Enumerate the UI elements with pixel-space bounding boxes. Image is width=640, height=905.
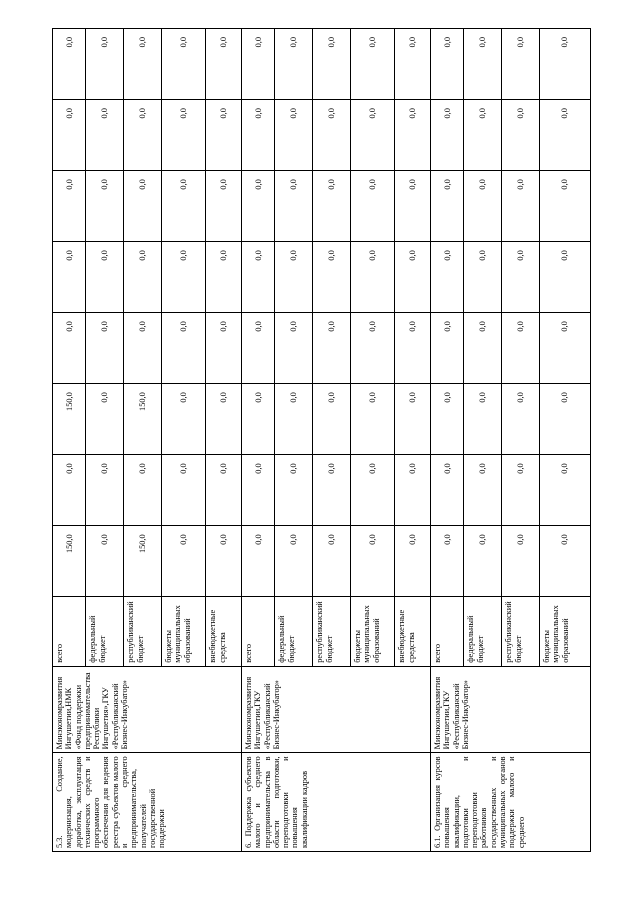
amount-cell: 0,0 [540, 171, 591, 242]
responsible-executor: Минэкономразвития Ингушетии,ГКУ «Республиканский Бизнес-Инкубатор» [242, 666, 431, 753]
funding-source: всего [431, 597, 464, 666]
amount-cell: 0,0 [86, 242, 124, 313]
activity-title: 6.1. Организация курсов повышения квалификации, подготовки и переподготовки работников государственных и муниципальных органов поддержки малого и среднего [431, 753, 591, 852]
amount-cell: 0,0 [275, 384, 313, 455]
amount-cell: 0,0 [431, 171, 464, 242]
amount-cell: 0,0 [162, 313, 206, 384]
amount-cell: 0,0 [464, 455, 502, 526]
amount-cell: 0,0 [540, 526, 591, 597]
amount-cell: 0,0 [313, 242, 351, 313]
amount-cell: 0,0 [275, 313, 313, 384]
amount-cell: 0,0 [502, 526, 540, 597]
amount-cell: 150,0 [53, 526, 86, 597]
amount-cell: 0,0 [395, 384, 431, 455]
amount-cell: 0,0 [431, 384, 464, 455]
activity-title: 5.3. Создание, модернизация, доработка, эксплуатация технических средств и программного обеспечения для ведения реестра субъектов малого и среднего предпринимательства, получателей государственной поддержки [53, 753, 242, 852]
amount-cell: 0,0 [502, 242, 540, 313]
amount-cell: 0,0 [242, 455, 275, 526]
amount-cell: 0,0 [53, 29, 86, 100]
amount-cell: 0,0 [162, 171, 206, 242]
amount-cell: 0,0 [540, 29, 591, 100]
rotated-page [52, 28, 591, 852]
amount-cell: 0,0 [206, 171, 242, 242]
amount-cell: 0,0 [431, 29, 464, 100]
funding-source: федеральный бюджет [275, 597, 313, 666]
amount-cell: 0,0 [275, 242, 313, 313]
amount-cell: 0,0 [242, 29, 275, 100]
amount-cell: 0,0 [124, 242, 162, 313]
amount-cell: 0,0 [242, 242, 275, 313]
amount-cell: 0,0 [206, 242, 242, 313]
amount-cell: 150,0 [124, 526, 162, 597]
amount-cell: 0,0 [206, 100, 242, 171]
amount-cell: 0,0 [431, 242, 464, 313]
budget-table [52, 28, 591, 852]
amount-cell: 0,0 [206, 526, 242, 597]
table-body [53, 29, 591, 852]
table-row [431, 29, 464, 852]
amount-cell: 0,0 [242, 171, 275, 242]
amount-cell: 0,0 [464, 313, 502, 384]
amount-cell: 0,0 [395, 526, 431, 597]
activity-title: 6. Поддержка субъектов малого и среднего предпринимательства в области подготовки, переподготовки и повышения квалификации кадров [242, 753, 431, 852]
amount-cell: 0,0 [313, 384, 351, 455]
table-row [242, 29, 275, 852]
amount-cell: 0,0 [242, 384, 275, 455]
amount-cell: 0,0 [162, 100, 206, 171]
funding-source: внебюджетные средства [206, 597, 242, 666]
funding-source: республиканский бюджет [124, 597, 162, 666]
amount-cell: 0,0 [395, 313, 431, 384]
funding-source: федеральный бюджет [464, 597, 502, 666]
amount-cell: 0,0 [275, 29, 313, 100]
amount-cell: 0,0 [206, 29, 242, 100]
funding-source: внебюджетные средства [395, 597, 431, 666]
amount-cell: 0,0 [502, 29, 540, 100]
amount-cell: 0,0 [86, 313, 124, 384]
amount-cell: 0,0 [351, 455, 395, 526]
amount-cell: 0,0 [275, 455, 313, 526]
amount-cell: 0,0 [464, 242, 502, 313]
amount-cell: 0,0 [464, 526, 502, 597]
amount-cell: 0,0 [86, 171, 124, 242]
amount-cell: 150,0 [53, 384, 86, 455]
amount-cell: 0,0 [86, 384, 124, 455]
funding-source: бюджеты муниципальных образований [351, 597, 395, 666]
amount-cell: 0,0 [242, 313, 275, 384]
amount-cell: 0,0 [540, 313, 591, 384]
amount-cell: 0,0 [395, 100, 431, 171]
amount-cell: 0,0 [242, 526, 275, 597]
amount-cell: 0,0 [464, 171, 502, 242]
amount-cell: 0,0 [206, 384, 242, 455]
amount-cell: 0,0 [275, 100, 313, 171]
amount-cell: 0,0 [124, 29, 162, 100]
amount-cell: 0,0 [313, 171, 351, 242]
amount-cell: 0,0 [53, 171, 86, 242]
funding-source: бюджеты муниципальных образований [162, 597, 206, 666]
funding-source: федеральный бюджет [86, 597, 124, 666]
amount-cell: 0,0 [313, 100, 351, 171]
amount-cell: 0,0 [431, 100, 464, 171]
amount-cell: 0,0 [124, 313, 162, 384]
amount-cell: 0,0 [431, 313, 464, 384]
amount-cell: 0,0 [275, 526, 313, 597]
amount-cell: 0,0 [431, 455, 464, 526]
funding-source: всего [53, 597, 86, 666]
amount-cell: 0,0 [395, 455, 431, 526]
funding-source: бюджеты муниципальных образований [540, 597, 591, 666]
amount-cell: 0,0 [206, 313, 242, 384]
amount-cell: 0,0 [502, 455, 540, 526]
amount-cell: 0,0 [464, 384, 502, 455]
amount-cell: 0,0 [351, 100, 395, 171]
funding-source: всего [242, 597, 275, 666]
amount-cell: 0,0 [540, 100, 591, 171]
amount-cell: 0,0 [351, 171, 395, 242]
amount-cell: 0,0 [351, 384, 395, 455]
amount-cell: 0,0 [162, 526, 206, 597]
amount-cell: 0,0 [242, 100, 275, 171]
amount-cell: 0,0 [502, 171, 540, 242]
amount-cell: 0,0 [86, 100, 124, 171]
amount-cell: 0,0 [431, 526, 464, 597]
amount-cell: 0,0 [395, 29, 431, 100]
amount-cell: 0,0 [351, 29, 395, 100]
amount-cell: 0,0 [162, 29, 206, 100]
amount-cell: 0,0 [86, 29, 124, 100]
amount-cell: 0,0 [502, 313, 540, 384]
amount-cell: 0,0 [275, 171, 313, 242]
responsible-executor: Минэкономразвития Ингушетии,ГКУ «Республиканский Бизнес-Инкубатор» [431, 666, 591, 753]
amount-cell: 0,0 [540, 384, 591, 455]
amount-cell: 0,0 [313, 455, 351, 526]
amount-cell: 0,0 [53, 455, 86, 526]
amount-cell: 0,0 [313, 29, 351, 100]
amount-cell: 0,0 [53, 242, 86, 313]
amount-cell: 0,0 [162, 242, 206, 313]
amount-cell: 0,0 [206, 455, 242, 526]
responsible-executor: Минэкономразвития Ингушетии,НМК «Фонд поддержки предпринимательства Республики Ингушетия»,ГКУ «Республиканский Бизнес-Инкубатор» [53, 666, 242, 753]
amount-cell: 0,0 [313, 313, 351, 384]
amount-cell: 0,0 [124, 171, 162, 242]
amount-cell: 0,0 [53, 313, 86, 384]
amount-cell: 0,0 [395, 242, 431, 313]
amount-cell: 0,0 [540, 455, 591, 526]
amount-cell: 0,0 [351, 313, 395, 384]
table-row [53, 29, 86, 852]
amount-cell: 0,0 [502, 384, 540, 455]
amount-cell: 0,0 [464, 100, 502, 171]
amount-cell: 0,0 [313, 526, 351, 597]
amount-cell: 0,0 [395, 171, 431, 242]
amount-cell: 0,0 [351, 526, 395, 597]
amount-cell: 0,0 [351, 242, 395, 313]
amount-cell: 150,0 [124, 384, 162, 455]
amount-cell: 0,0 [540, 242, 591, 313]
funding-source: республиканский бюджет [313, 597, 351, 666]
amount-cell: 0,0 [86, 455, 124, 526]
amount-cell: 0,0 [464, 29, 502, 100]
amount-cell: 0,0 [162, 384, 206, 455]
amount-cell: 0,0 [502, 100, 540, 171]
amount-cell: 0,0 [162, 455, 206, 526]
amount-cell: 0,0 [53, 100, 86, 171]
amount-cell: 0,0 [124, 100, 162, 171]
amount-cell: 0,0 [86, 526, 124, 597]
funding-source: республиканский бюджет [502, 597, 540, 666]
amount-cell: 0,0 [124, 455, 162, 526]
